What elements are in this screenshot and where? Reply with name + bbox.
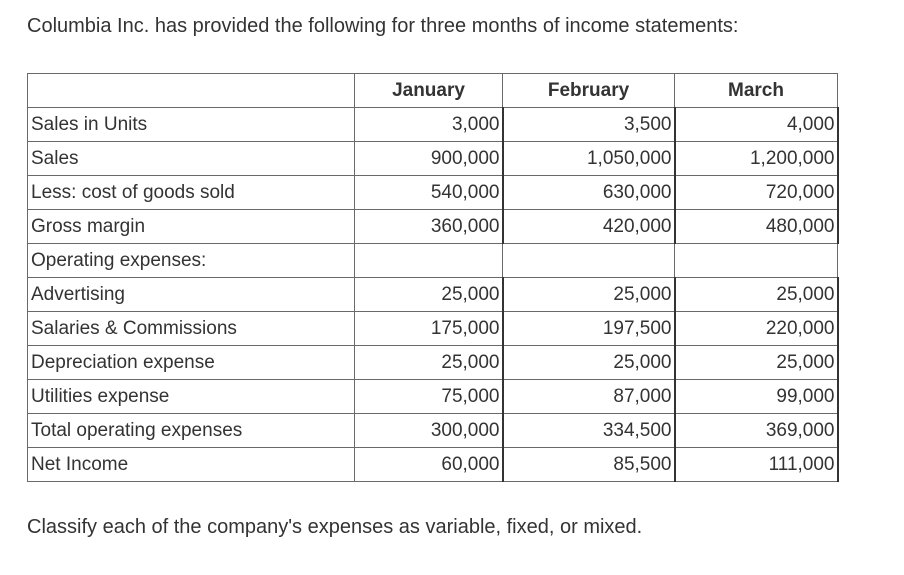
january-value: 25,000 [355,346,503,380]
january-value: 25,000 [355,278,503,312]
march-value: 25,000 [675,278,838,312]
february-value: 25,000 [503,346,675,380]
row-label: Net Income [28,448,355,482]
february-value: 420,000 [503,210,675,244]
march-value: 369,000 [675,414,838,448]
row-label: Utilities expense [28,380,355,414]
table-row [28,108,838,142]
january-value: 75,000 [355,380,503,414]
header-march: March [675,74,838,108]
header-february: February [503,74,675,108]
january-value: 60,000 [355,448,503,482]
row-label: Salaries & Commissions [28,312,355,346]
row-label: Sales [28,142,355,176]
table-row [28,414,838,448]
header-january: January [355,74,503,108]
february-value: 630,000 [503,176,675,210]
february-value: 25,000 [503,278,675,312]
question-text: Classify each of the company's expenses as variable, fixed, or mixed. [27,516,643,538]
january-value: 175,000 [355,312,503,346]
march-value: 4,000 [675,108,838,142]
table-row [28,346,838,380]
march-value: 220,000 [675,312,838,346]
table-row [28,142,838,176]
income-statement-table [27,73,839,482]
february-value [503,244,675,278]
row-label: Depreciation expense [28,346,355,380]
january-value [355,244,503,278]
january-value: 540,000 [355,176,503,210]
header-label-cell [28,74,355,108]
table-row [28,244,838,278]
table-row [28,176,838,210]
intro-text: Columbia Inc. has provided the following for three months of income statements: [27,15,739,37]
february-value: 334,500 [503,414,675,448]
march-value [675,244,838,278]
table-row [28,312,838,346]
january-value: 3,000 [355,108,503,142]
january-value: 300,000 [355,414,503,448]
february-value: 1,050,000 [503,142,675,176]
table-header-row [28,74,838,108]
table-row [28,278,838,312]
january-value: 900,000 [355,142,503,176]
march-value: 480,000 [675,210,838,244]
march-value: 99,000 [675,380,838,414]
march-value: 1,200,000 [675,142,838,176]
february-value: 87,000 [503,380,675,414]
row-label: Gross margin [28,210,355,244]
march-value: 111,000 [675,448,838,482]
february-value: 3,500 [503,108,675,142]
march-value: 25,000 [675,346,838,380]
row-label: Advertising [28,278,355,312]
february-value: 85,500 [503,448,675,482]
row-label: Less: cost of goods sold [28,176,355,210]
row-label: Sales in Units [28,108,355,142]
january-value: 360,000 [355,210,503,244]
february-value: 197,500 [503,312,675,346]
table-row [28,448,838,482]
row-label: Operating expenses: [28,244,355,278]
table-row [28,380,838,414]
march-value: 720,000 [675,176,838,210]
table-row [28,210,838,244]
row-label: Total operating expenses [28,414,355,448]
